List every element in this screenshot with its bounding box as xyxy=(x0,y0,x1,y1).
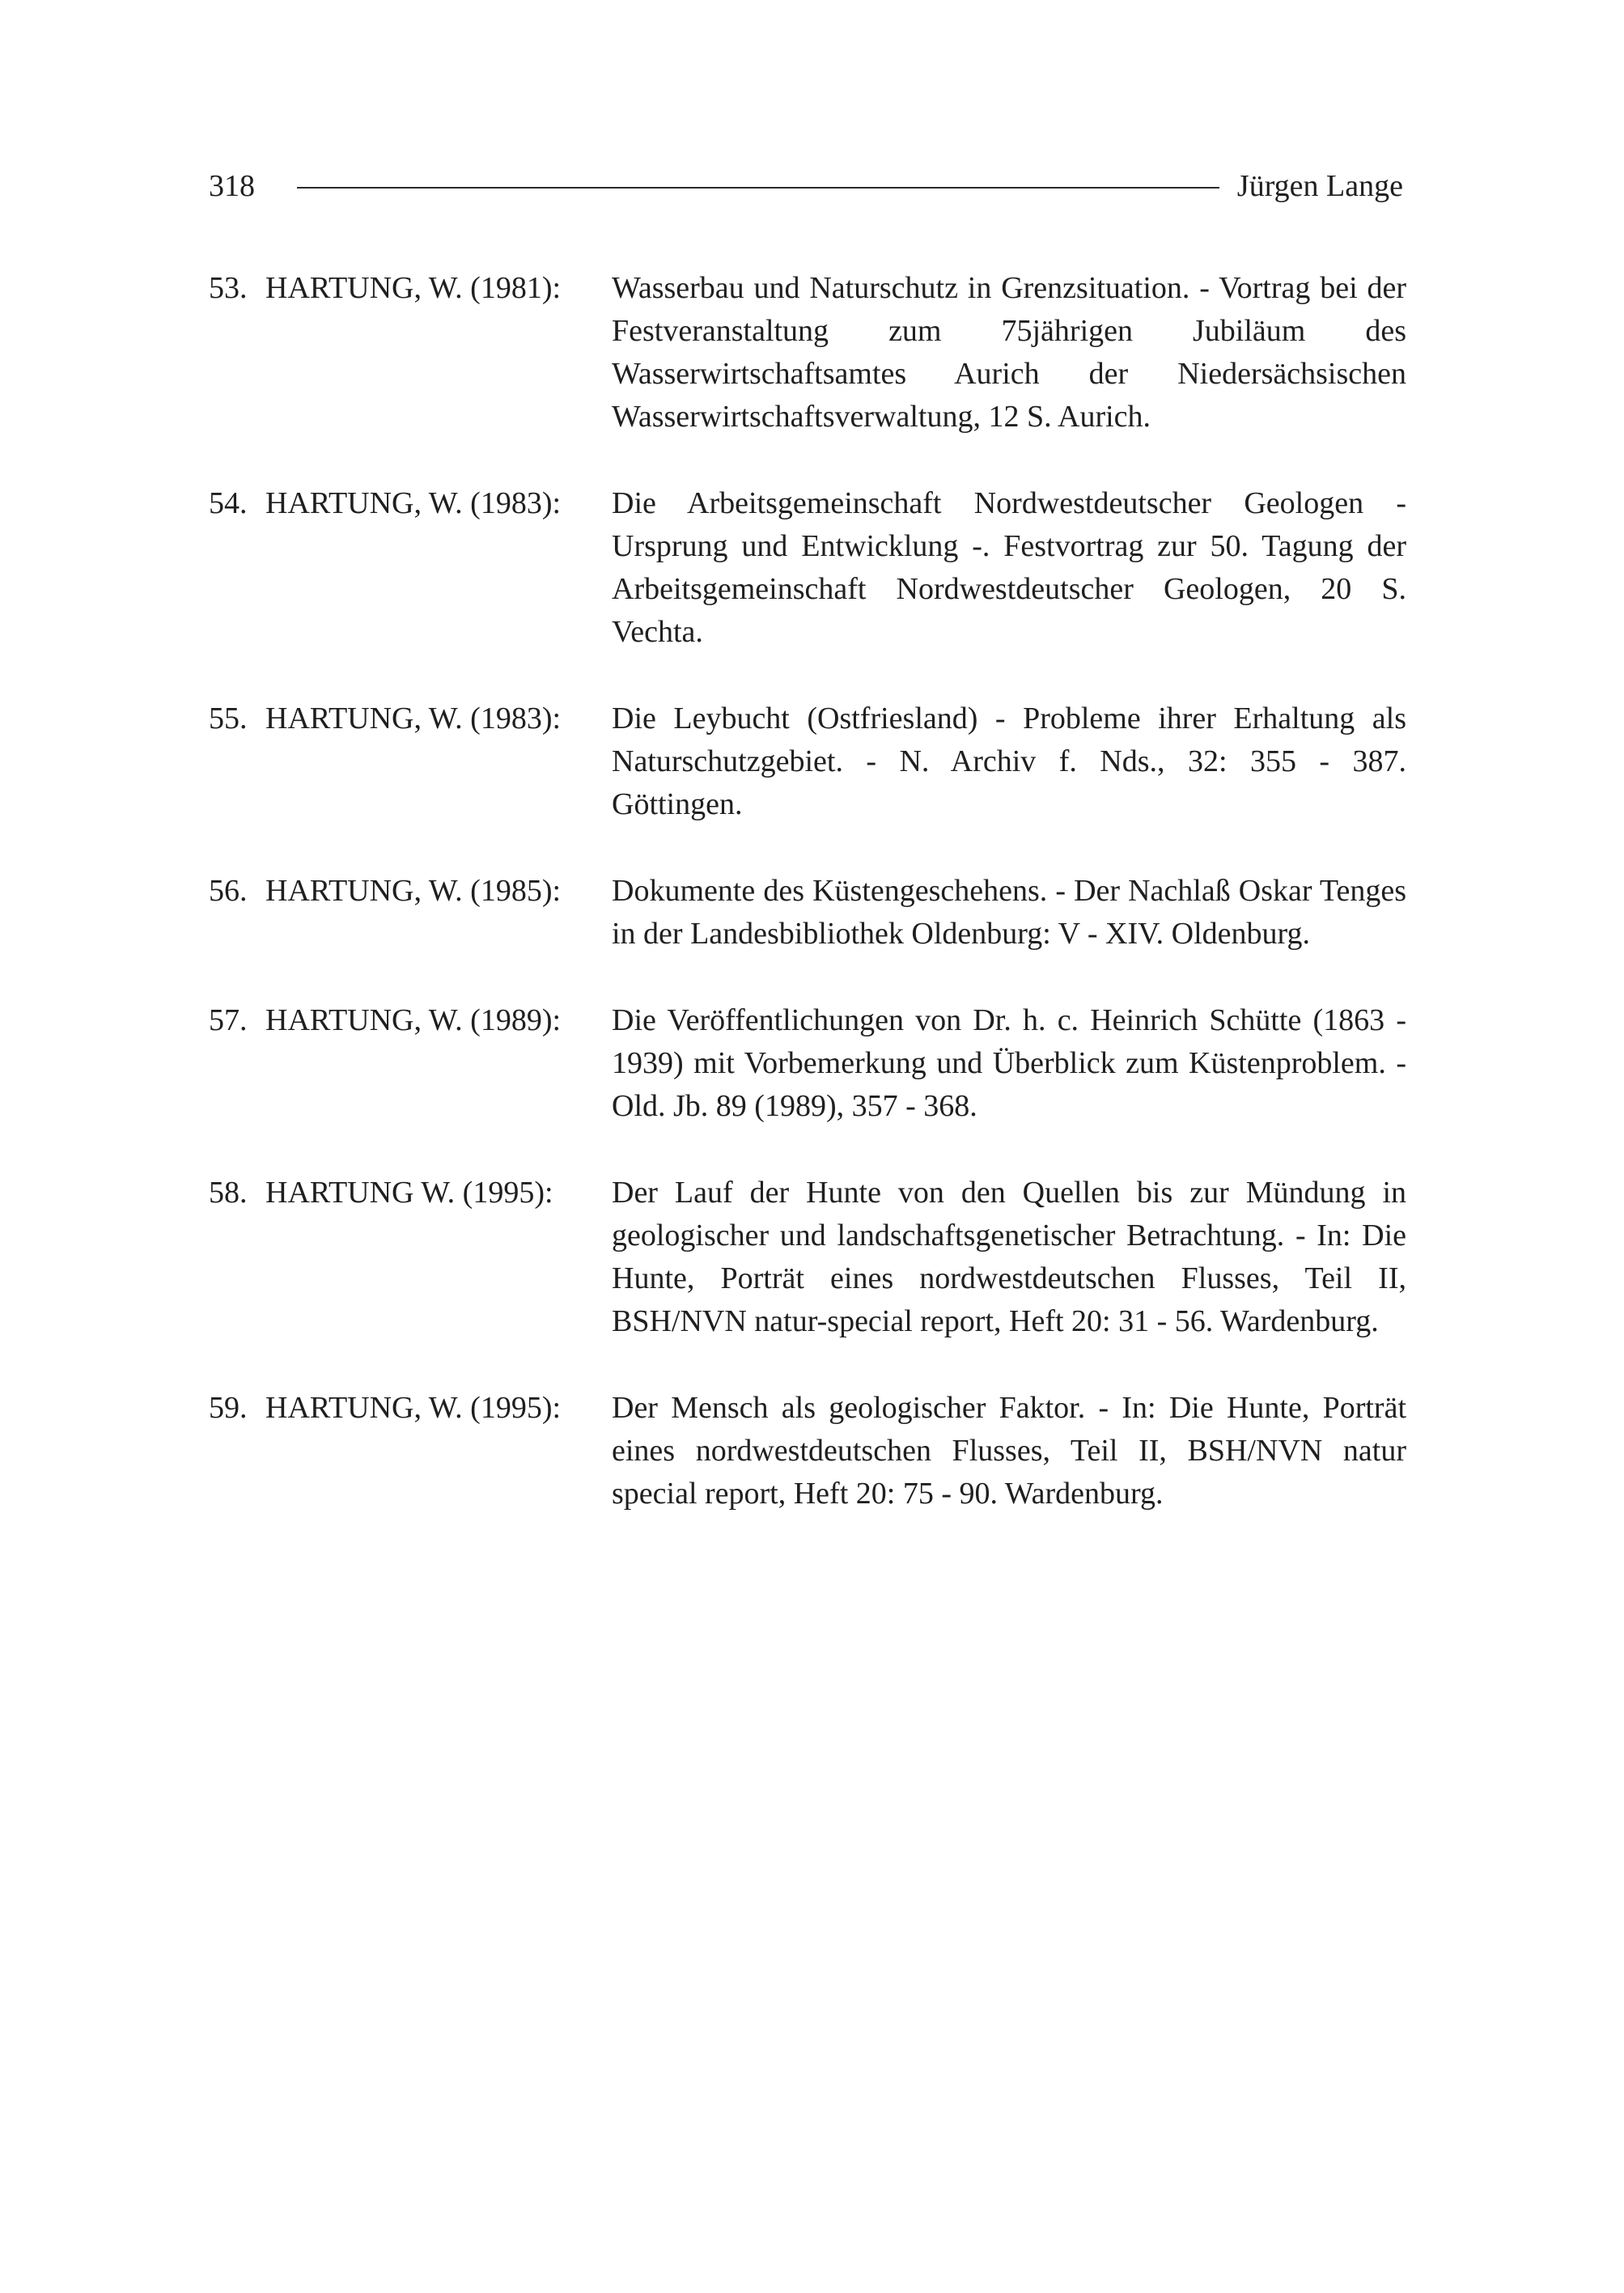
entry-text: Die Veröffentlichungen von Dr. h. c. Heinrich Schütte (1863 - 1939) mit Vorbemerkung und Überblick zum Küstenproblem. - Old. Jb. 89 (1989), 357 - 368. xyxy=(612,1003,1406,1123)
entry-number: 59. xyxy=(209,1391,248,1425)
bibliography-entry xyxy=(209,267,1406,439)
bibliography-entry xyxy=(209,1172,1406,1343)
header-rule xyxy=(297,187,1219,189)
bibliography-list xyxy=(209,267,1406,1559)
bibliography-entry xyxy=(209,482,1406,654)
entry-number: 57. xyxy=(209,1003,248,1037)
running-head xyxy=(209,162,1403,210)
bibliography-entry xyxy=(209,870,1406,956)
entry-text: Wasserbau und Naturschutz in Grenzsituation. - Vortrag bei der Festveranstaltung zum 75jährigen Jubiläum des Wasserwirtschaftsamtes Aurich der Niedersächsischen Wasserwirtschaftsverwaltung, 12 S. Aurich. xyxy=(612,271,1406,434)
entry-text: Der Mensch als geologischer Faktor. - In: Die Hunte, Porträt eines nordwestdeutschen Flusses, Teil II, BSH/NVN natur special report, Heft 20: 75 - 90. Wardenburg. xyxy=(612,1391,1406,1511)
entry-author-year: HARTUNG, W. (1981): xyxy=(265,271,562,305)
entry-number: 58. xyxy=(209,1176,248,1210)
entry-author-year: HARTUNG W. (1995): xyxy=(265,1176,553,1210)
bibliography-entry xyxy=(209,697,1406,826)
entry-author-year: HARTUNG, W. (1985): xyxy=(265,874,562,908)
entry-author-year: HARTUNG, W. (1995): xyxy=(265,1391,562,1425)
entry-number: 55. xyxy=(209,701,248,735)
entry-number: 56. xyxy=(209,874,248,908)
bibliography-entry xyxy=(209,999,1406,1128)
entry-text: Der Lauf der Hunte von den Quellen bis zur Mündung in geologischer und landschaftsgenetischer Betrachtung. - In: Die Hunte, Porträt eines nordwestdeutschen Flusses, Teil II, BSH/NVN natur-special report, Heft 20: 31 - 56. Wardenburg. xyxy=(612,1176,1406,1338)
bibliography-entry xyxy=(209,1387,1406,1515)
entry-author-year: HARTUNG, W. (1983): xyxy=(265,486,562,520)
entry-author-year: HARTUNG, W. (1989): xyxy=(265,1003,562,1037)
running-head-author: Jürgen Lange xyxy=(1236,169,1403,203)
entry-text: Die Arbeitsgemeinschaft Nordwestdeutscher Geologen - Ursprung und Entwicklung -. Festvortrag zur 50. Tagung der Arbeitsgemeinschaft Nordwestdeutscher Geologen, 20 S. Vechta. xyxy=(612,486,1406,649)
entry-number: 53. xyxy=(209,271,248,305)
entry-author-year: HARTUNG, W. (1983): xyxy=(265,701,562,735)
entry-number: 54. xyxy=(209,486,248,520)
page-number: 318 xyxy=(209,169,255,203)
entry-text: Die Leybucht (Ostfriesland) - Probleme ihrer Erhaltung als Naturschutzgebiet. - N. Archiv f. Nds., 32: 355 - 387. Göttingen. xyxy=(612,701,1406,821)
entry-text: Dokumente des Küstengeschehens. - Der Nachlaß Oskar Tenges in der Landesbibliothek Oldenburg: V - XIV. Oldenburg. xyxy=(612,874,1406,951)
